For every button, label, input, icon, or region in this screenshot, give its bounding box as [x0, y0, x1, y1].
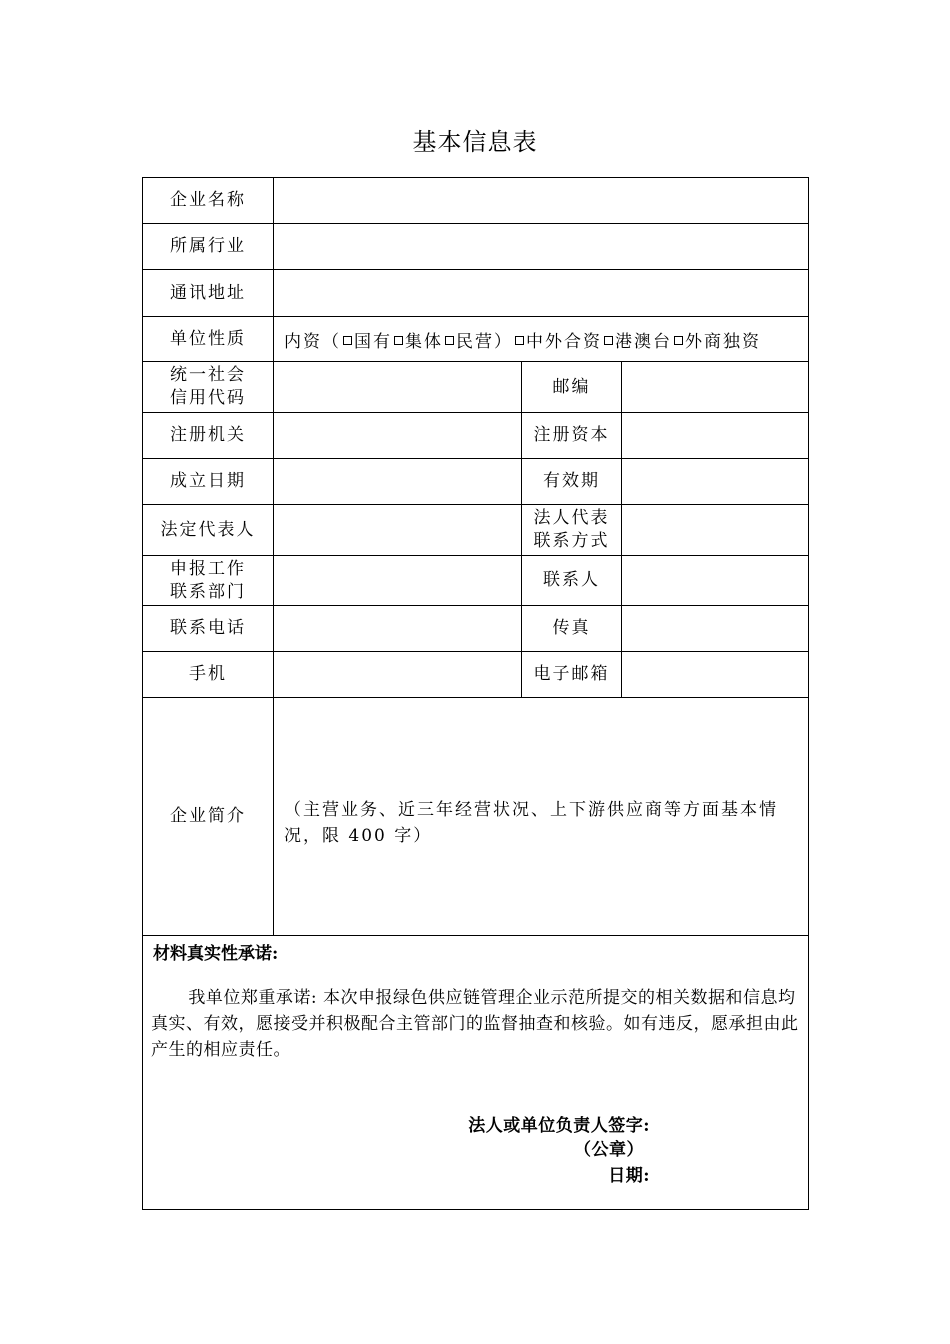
dept-field[interactable] — [274, 556, 522, 606]
phone-field[interactable] — [274, 606, 522, 652]
nature-hkmt-label: 港澳台 — [615, 331, 672, 352]
address-label: 通讯地址 — [143, 270, 274, 317]
nature-state-label: 国有 — [354, 331, 392, 352]
founded-label: 成立日期 — [143, 459, 274, 505]
company-name-label: 企业名称 — [143, 178, 274, 224]
reg-capital-field[interactable] — [622, 413, 809, 459]
email-label: 电子邮箱 — [522, 652, 622, 698]
company-name-field[interactable] — [274, 178, 809, 224]
credit-code-label-line2: 信用代码 — [170, 388, 246, 408]
nature-label: 单位性质 — [143, 317, 274, 362]
industry-field[interactable] — [274, 224, 809, 270]
fax-label: 传真 — [522, 606, 622, 652]
promise-title: 材料真实性承诺: — [153, 944, 279, 964]
credit-code-field[interactable] — [274, 362, 522, 413]
fax-field[interactable] — [622, 606, 809, 652]
profile-label: 企业简介 — [143, 698, 274, 936]
page-title: 基本信息表 — [412, 128, 538, 156]
mobile-label: 手机 — [143, 652, 274, 698]
checkbox-collective[interactable] — [394, 336, 403, 345]
postcode-label: 邮编 — [522, 362, 622, 413]
valid-period-label: 有效期 — [522, 459, 622, 505]
legal-rep-label: 法定代表人 — [143, 505, 274, 556]
nature-private-label: 民营 — [456, 331, 494, 352]
dept-label-line1: 申报工作 — [170, 558, 246, 579]
date-label: 日期: — [608, 1166, 651, 1186]
nature-domestic-label: 内资（ — [284, 331, 341, 352]
dept-label-line2: 联系部门 — [170, 581, 246, 602]
contact-person-label: 联系人 — [522, 556, 622, 606]
signature-label: 法人或单位负责人签字: — [468, 1116, 651, 1136]
legal-contact-label-line2: 联系方式 — [533, 531, 610, 551]
seal-label: （公章） — [574, 1140, 645, 1160]
reg-capital-label: 注册资本 — [522, 413, 622, 459]
nature-options — [274, 317, 809, 362]
legal-rep-field[interactable] — [274, 505, 522, 556]
checkbox-foreign[interactable] — [674, 336, 683, 345]
legal-contact-label-line1: 法人代表 — [533, 508, 610, 528]
nature-foreign-label: 外商独资 — [685, 331, 761, 352]
checkbox-state[interactable] — [343, 336, 352, 345]
checkbox-private[interactable] — [445, 336, 454, 345]
basic-info-table — [142, 177, 809, 1210]
nature-close-paren: ） — [494, 331, 513, 352]
email-field[interactable] — [622, 652, 809, 698]
dept-label — [143, 556, 274, 606]
promise-body: 我单位郑重承诺: 本次申报绿色供应链管理企业示范所提交的相关数据和信息均真实、有效，愿接受并积极配合主管部门的监督抽查和核验。如有违反，愿承担由此产生的相应责任。 — [151, 988, 799, 1060]
credit-code-label-line1: 统一社会 — [170, 365, 246, 385]
postcode-field[interactable] — [622, 362, 809, 413]
address-field[interactable] — [274, 270, 809, 317]
promise-section — [143, 936, 809, 1210]
checkbox-hkmt[interactable] — [604, 336, 613, 345]
credit-code-label — [143, 362, 274, 413]
industry-label: 所属行业 — [143, 224, 274, 270]
legal-contact-field[interactable] — [622, 505, 809, 556]
contact-person-field[interactable] — [622, 556, 809, 606]
reg-authority-field[interactable] — [274, 413, 522, 459]
nature-jv-label: 中外合资 — [526, 331, 602, 352]
nature-collective-label: 集体 — [405, 331, 443, 352]
valid-period-field[interactable] — [622, 459, 809, 505]
phone-label: 联系电话 — [143, 606, 274, 652]
checkbox-jv[interactable] — [515, 336, 524, 345]
reg-authority-label: 注册机关 — [143, 413, 274, 459]
mobile-field[interactable] — [274, 652, 522, 698]
founded-field[interactable] — [274, 459, 522, 505]
profile-field[interactable]: （主营业务、近三年经营状况、上下游供应商等方面基本情况，限 400 字） — [274, 698, 809, 936]
legal-contact-label — [522, 505, 622, 556]
